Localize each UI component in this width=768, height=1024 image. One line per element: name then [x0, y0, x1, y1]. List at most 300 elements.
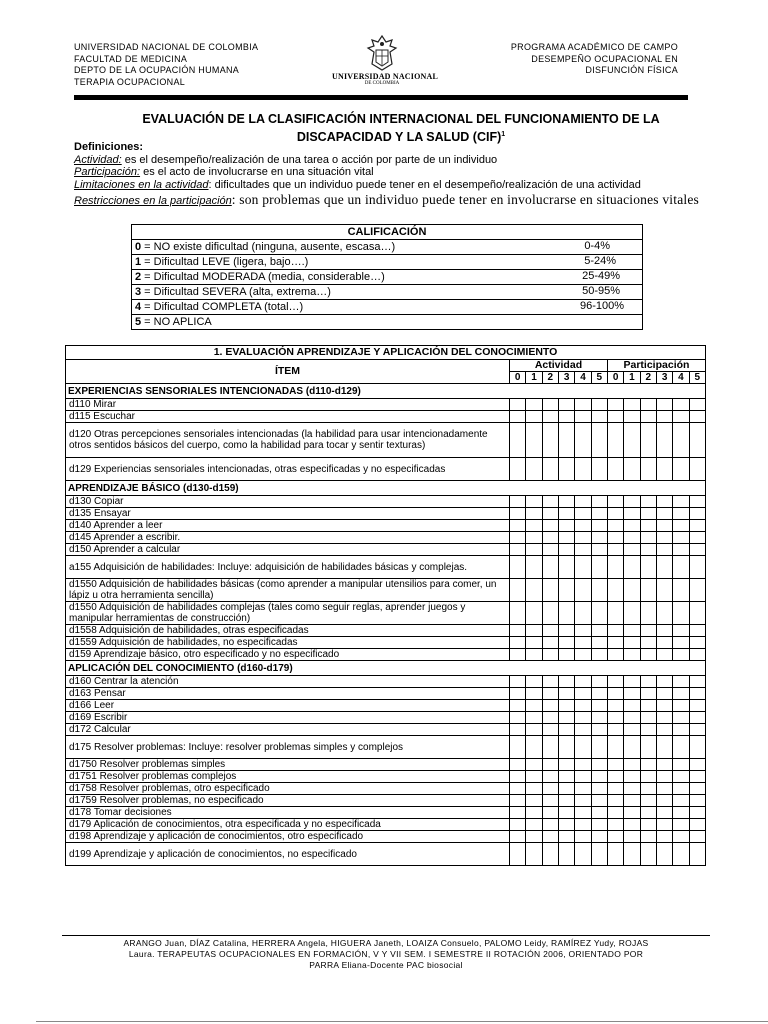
participacion-score-cell-3[interactable]: [656, 649, 672, 661]
participacion-score-cell-2[interactable]: [640, 602, 656, 625]
actividad-score-cell-0[interactable]: [510, 736, 526, 759]
actividad-score-cell-2[interactable]: [542, 556, 558, 579]
participacion-score-cell-2[interactable]: [640, 544, 656, 556]
actividad-score-cell-3[interactable]: [558, 771, 574, 783]
actividad-score-cell-3[interactable]: [558, 411, 574, 423]
actividad-score-cell-1[interactable]: [526, 843, 542, 866]
actividad-score-cell-4[interactable]: [575, 843, 591, 866]
actividad-score-cell-1[interactable]: [526, 807, 542, 819]
actividad-score-cell-4[interactable]: [575, 458, 591, 481]
participacion-score-cell-5[interactable]: [689, 649, 705, 661]
actividad-score-cell-3[interactable]: [558, 399, 574, 411]
actividad-score-cell-5[interactable]: [591, 759, 607, 771]
participacion-score-cell-3[interactable]: [656, 423, 672, 458]
participacion-score-cell-0[interactable]: [607, 423, 623, 458]
actividad-score-cell-1[interactable]: [526, 399, 542, 411]
participacion-score-cell-1[interactable]: [624, 712, 640, 724]
participacion-score-cell-5[interactable]: [689, 688, 705, 700]
actividad-score-cell-0[interactable]: [510, 520, 526, 532]
actividad-score-cell-0[interactable]: [510, 712, 526, 724]
participacion-score-cell-3[interactable]: [656, 736, 672, 759]
actividad-score-cell-4[interactable]: [575, 736, 591, 759]
participacion-score-cell-0[interactable]: [607, 831, 623, 843]
actividad-score-cell-2[interactable]: [542, 411, 558, 423]
participacion-score-cell-2[interactable]: [640, 795, 656, 807]
actividad-score-cell-5[interactable]: [591, 676, 607, 688]
actividad-score-cell-5[interactable]: [591, 556, 607, 579]
actividad-score-cell-0[interactable]: [510, 544, 526, 556]
participacion-score-cell-5[interactable]: [689, 496, 705, 508]
actividad-score-cell-4[interactable]: [575, 508, 591, 520]
actividad-score-cell-3[interactable]: [558, 783, 574, 795]
participacion-score-cell-0[interactable]: [607, 771, 623, 783]
actividad-score-cell-0[interactable]: [510, 688, 526, 700]
participacion-score-cell-0[interactable]: [607, 496, 623, 508]
actividad-score-cell-4[interactable]: [575, 688, 591, 700]
actividad-score-cell-5[interactable]: [591, 771, 607, 783]
actividad-score-cell-1[interactable]: [526, 532, 542, 544]
actividad-score-cell-3[interactable]: [558, 637, 574, 649]
participacion-score-cell-0[interactable]: [607, 556, 623, 579]
actividad-score-cell-1[interactable]: [526, 649, 542, 661]
participacion-score-cell-2[interactable]: [640, 556, 656, 579]
actividad-score-cell-2[interactable]: [542, 819, 558, 831]
participacion-score-cell-2[interactable]: [640, 783, 656, 795]
participacion-score-cell-5[interactable]: [689, 544, 705, 556]
participacion-score-cell-0[interactable]: [607, 579, 623, 602]
actividad-score-cell-3[interactable]: [558, 520, 574, 532]
participacion-score-cell-3[interactable]: [656, 795, 672, 807]
participacion-score-cell-1[interactable]: [624, 831, 640, 843]
actividad-score-cell-2[interactable]: [542, 649, 558, 661]
participacion-score-cell-4[interactable]: [673, 544, 689, 556]
participacion-score-cell-5[interactable]: [689, 532, 705, 544]
participacion-score-cell-1[interactable]: [624, 458, 640, 481]
actividad-score-cell-0[interactable]: [510, 807, 526, 819]
actividad-score-cell-4[interactable]: [575, 831, 591, 843]
participacion-score-cell-3[interactable]: [656, 602, 672, 625]
participacion-score-cell-2[interactable]: [640, 843, 656, 866]
actividad-score-cell-1[interactable]: [526, 579, 542, 602]
actividad-score-cell-4[interactable]: [575, 544, 591, 556]
participacion-score-cell-0[interactable]: [607, 532, 623, 544]
participacion-score-cell-0[interactable]: [607, 649, 623, 661]
participacion-score-cell-1[interactable]: [624, 544, 640, 556]
actividad-score-cell-5[interactable]: [591, 579, 607, 602]
participacion-score-cell-4[interactable]: [673, 520, 689, 532]
actividad-score-cell-4[interactable]: [575, 649, 591, 661]
actividad-score-cell-5[interactable]: [591, 520, 607, 532]
actividad-score-cell-2[interactable]: [542, 496, 558, 508]
actividad-score-cell-3[interactable]: [558, 544, 574, 556]
actividad-score-cell-0[interactable]: [510, 819, 526, 831]
participacion-score-cell-0[interactable]: [607, 759, 623, 771]
actividad-score-cell-5[interactable]: [591, 411, 607, 423]
actividad-score-cell-1[interactable]: [526, 423, 542, 458]
actividad-score-cell-2[interactable]: [542, 759, 558, 771]
actividad-score-cell-0[interactable]: [510, 625, 526, 637]
participacion-score-cell-0[interactable]: [607, 783, 623, 795]
participacion-score-cell-1[interactable]: [624, 625, 640, 637]
actividad-score-cell-5[interactable]: [591, 700, 607, 712]
participacion-score-cell-4[interactable]: [673, 579, 689, 602]
participacion-score-cell-2[interactable]: [640, 520, 656, 532]
participacion-score-cell-5[interactable]: [689, 843, 705, 866]
participacion-score-cell-3[interactable]: [656, 496, 672, 508]
actividad-score-cell-5[interactable]: [591, 399, 607, 411]
participacion-score-cell-4[interactable]: [673, 458, 689, 481]
actividad-score-cell-0[interactable]: [510, 724, 526, 736]
participacion-score-cell-3[interactable]: [656, 579, 672, 602]
participacion-score-cell-3[interactable]: [656, 676, 672, 688]
actividad-score-cell-4[interactable]: [575, 771, 591, 783]
actividad-score-cell-2[interactable]: [542, 771, 558, 783]
participacion-score-cell-4[interactable]: [673, 602, 689, 625]
participacion-score-cell-5[interactable]: [689, 712, 705, 724]
participacion-score-cell-2[interactable]: [640, 712, 656, 724]
actividad-score-cell-1[interactable]: [526, 496, 542, 508]
actividad-score-cell-1[interactable]: [526, 759, 542, 771]
actividad-score-cell-1[interactable]: [526, 736, 542, 759]
participacion-score-cell-3[interactable]: [656, 783, 672, 795]
participacion-score-cell-2[interactable]: [640, 831, 656, 843]
participacion-score-cell-5[interactable]: [689, 556, 705, 579]
participacion-score-cell-0[interactable]: [607, 625, 623, 637]
participacion-score-cell-2[interactable]: [640, 399, 656, 411]
participacion-score-cell-1[interactable]: [624, 724, 640, 736]
actividad-score-cell-0[interactable]: [510, 579, 526, 602]
participacion-score-cell-0[interactable]: [607, 508, 623, 520]
participacion-score-cell-4[interactable]: [673, 736, 689, 759]
participacion-score-cell-0[interactable]: [607, 688, 623, 700]
participacion-score-cell-0[interactable]: [607, 724, 623, 736]
participacion-score-cell-1[interactable]: [624, 423, 640, 458]
actividad-score-cell-2[interactable]: [542, 843, 558, 866]
participacion-score-cell-0[interactable]: [607, 602, 623, 625]
participacion-score-cell-4[interactable]: [673, 688, 689, 700]
participacion-score-cell-3[interactable]: [656, 411, 672, 423]
actividad-score-cell-5[interactable]: [591, 496, 607, 508]
actividad-score-cell-2[interactable]: [542, 688, 558, 700]
actividad-score-cell-4[interactable]: [575, 712, 591, 724]
participacion-score-cell-2[interactable]: [640, 579, 656, 602]
actividad-score-cell-3[interactable]: [558, 579, 574, 602]
actividad-score-cell-1[interactable]: [526, 724, 542, 736]
participacion-score-cell-4[interactable]: [673, 556, 689, 579]
participacion-score-cell-0[interactable]: [607, 399, 623, 411]
actividad-score-cell-3[interactable]: [558, 649, 574, 661]
actividad-score-cell-1[interactable]: [526, 700, 542, 712]
actividad-score-cell-5[interactable]: [591, 736, 607, 759]
actividad-score-cell-3[interactable]: [558, 625, 574, 637]
participacion-score-cell-2[interactable]: [640, 423, 656, 458]
actividad-score-cell-0[interactable]: [510, 676, 526, 688]
actividad-score-cell-1[interactable]: [526, 688, 542, 700]
actividad-score-cell-1[interactable]: [526, 411, 542, 423]
actividad-score-cell-1[interactable]: [526, 771, 542, 783]
participacion-score-cell-3[interactable]: [656, 712, 672, 724]
actividad-score-cell-1[interactable]: [526, 458, 542, 481]
participacion-score-cell-4[interactable]: [673, 399, 689, 411]
actividad-score-cell-3[interactable]: [558, 759, 574, 771]
actividad-score-cell-4[interactable]: [575, 795, 591, 807]
participacion-score-cell-2[interactable]: [640, 819, 656, 831]
actividad-score-cell-0[interactable]: [510, 532, 526, 544]
actividad-score-cell-3[interactable]: [558, 496, 574, 508]
actividad-score-cell-1[interactable]: [526, 819, 542, 831]
participacion-score-cell-2[interactable]: [640, 508, 656, 520]
actividad-score-cell-5[interactable]: [591, 625, 607, 637]
actividad-score-cell-5[interactable]: [591, 458, 607, 481]
actividad-score-cell-0[interactable]: [510, 831, 526, 843]
participacion-score-cell-5[interactable]: [689, 819, 705, 831]
actividad-score-cell-3[interactable]: [558, 676, 574, 688]
participacion-score-cell-1[interactable]: [624, 637, 640, 649]
participacion-score-cell-3[interactable]: [656, 819, 672, 831]
participacion-score-cell-1[interactable]: [624, 676, 640, 688]
actividad-score-cell-3[interactable]: [558, 700, 574, 712]
participacion-score-cell-3[interactable]: [656, 399, 672, 411]
actividad-score-cell-5[interactable]: [591, 795, 607, 807]
participacion-score-cell-3[interactable]: [656, 637, 672, 649]
actividad-score-cell-0[interactable]: [510, 508, 526, 520]
actividad-score-cell-0[interactable]: [510, 783, 526, 795]
actividad-score-cell-1[interactable]: [526, 602, 542, 625]
participacion-score-cell-2[interactable]: [640, 532, 656, 544]
participacion-score-cell-4[interactable]: [673, 676, 689, 688]
participacion-score-cell-4[interactable]: [673, 843, 689, 866]
participacion-score-cell-4[interactable]: [673, 724, 689, 736]
participacion-score-cell-4[interactable]: [673, 831, 689, 843]
actividad-score-cell-0[interactable]: [510, 649, 526, 661]
actividad-score-cell-4[interactable]: [575, 411, 591, 423]
actividad-score-cell-2[interactable]: [542, 712, 558, 724]
actividad-score-cell-1[interactable]: [526, 556, 542, 579]
participacion-score-cell-1[interactable]: [624, 411, 640, 423]
actividad-score-cell-3[interactable]: [558, 724, 574, 736]
actividad-score-cell-1[interactable]: [526, 544, 542, 556]
participacion-score-cell-4[interactable]: [673, 637, 689, 649]
participacion-score-cell-2[interactable]: [640, 700, 656, 712]
participacion-score-cell-5[interactable]: [689, 508, 705, 520]
actividad-score-cell-3[interactable]: [558, 458, 574, 481]
participacion-score-cell-2[interactable]: [640, 771, 656, 783]
participacion-score-cell-5[interactable]: [689, 783, 705, 795]
actividad-score-cell-0[interactable]: [510, 795, 526, 807]
participacion-score-cell-3[interactable]: [656, 532, 672, 544]
actividad-score-cell-4[interactable]: [575, 637, 591, 649]
actividad-score-cell-5[interactable]: [591, 637, 607, 649]
participacion-score-cell-0[interactable]: [607, 544, 623, 556]
actividad-score-cell-0[interactable]: [510, 602, 526, 625]
participacion-score-cell-5[interactable]: [689, 795, 705, 807]
participacion-score-cell-5[interactable]: [689, 736, 705, 759]
participacion-score-cell-2[interactable]: [640, 625, 656, 637]
participacion-score-cell-2[interactable]: [640, 458, 656, 481]
actividad-score-cell-0[interactable]: [510, 411, 526, 423]
participacion-score-cell-4[interactable]: [673, 712, 689, 724]
actividad-score-cell-4[interactable]: [575, 807, 591, 819]
actividad-score-cell-3[interactable]: [558, 508, 574, 520]
participacion-score-cell-5[interactable]: [689, 637, 705, 649]
participacion-score-cell-3[interactable]: [656, 759, 672, 771]
actividad-score-cell-5[interactable]: [591, 783, 607, 795]
participacion-score-cell-0[interactable]: [607, 411, 623, 423]
participacion-score-cell-5[interactable]: [689, 520, 705, 532]
participacion-score-cell-5[interactable]: [689, 807, 705, 819]
participacion-score-cell-3[interactable]: [656, 771, 672, 783]
participacion-score-cell-0[interactable]: [607, 712, 623, 724]
actividad-score-cell-2[interactable]: [542, 625, 558, 637]
actividad-score-cell-5[interactable]: [591, 843, 607, 866]
actividad-score-cell-1[interactable]: [526, 676, 542, 688]
actividad-score-cell-4[interactable]: [575, 496, 591, 508]
participacion-score-cell-2[interactable]: [640, 649, 656, 661]
participacion-score-cell-5[interactable]: [689, 724, 705, 736]
actividad-score-cell-4[interactable]: [575, 520, 591, 532]
actividad-score-cell-5[interactable]: [591, 423, 607, 458]
actividad-score-cell-5[interactable]: [591, 508, 607, 520]
participacion-score-cell-0[interactable]: [607, 819, 623, 831]
participacion-score-cell-2[interactable]: [640, 688, 656, 700]
participacion-score-cell-5[interactable]: [689, 625, 705, 637]
actividad-score-cell-2[interactable]: [542, 637, 558, 649]
participacion-score-cell-5[interactable]: [689, 423, 705, 458]
actividad-score-cell-2[interactable]: [542, 724, 558, 736]
actividad-score-cell-3[interactable]: [558, 712, 574, 724]
actividad-score-cell-0[interactable]: [510, 556, 526, 579]
participacion-score-cell-1[interactable]: [624, 759, 640, 771]
actividad-score-cell-0[interactable]: [510, 399, 526, 411]
participacion-score-cell-4[interactable]: [673, 532, 689, 544]
participacion-score-cell-1[interactable]: [624, 602, 640, 625]
participacion-score-cell-3[interactable]: [656, 831, 672, 843]
actividad-score-cell-2[interactable]: [542, 532, 558, 544]
actividad-score-cell-5[interactable]: [591, 819, 607, 831]
actividad-score-cell-4[interactable]: [575, 759, 591, 771]
actividad-score-cell-2[interactable]: [542, 807, 558, 819]
actividad-score-cell-1[interactable]: [526, 831, 542, 843]
actividad-score-cell-0[interactable]: [510, 771, 526, 783]
participacion-score-cell-0[interactable]: [607, 843, 623, 866]
actividad-score-cell-2[interactable]: [542, 831, 558, 843]
participacion-score-cell-3[interactable]: [656, 688, 672, 700]
actividad-score-cell-2[interactable]: [542, 700, 558, 712]
actividad-score-cell-5[interactable]: [591, 688, 607, 700]
actividad-score-cell-2[interactable]: [542, 458, 558, 481]
participacion-score-cell-2[interactable]: [640, 807, 656, 819]
actividad-score-cell-0[interactable]: [510, 759, 526, 771]
actividad-score-cell-1[interactable]: [526, 637, 542, 649]
participacion-score-cell-4[interactable]: [673, 508, 689, 520]
participacion-score-cell-2[interactable]: [640, 411, 656, 423]
actividad-score-cell-3[interactable]: [558, 556, 574, 579]
participacion-score-cell-4[interactable]: [673, 795, 689, 807]
participacion-score-cell-5[interactable]: [689, 579, 705, 602]
participacion-score-cell-1[interactable]: [624, 520, 640, 532]
participacion-score-cell-0[interactable]: [607, 795, 623, 807]
participacion-score-cell-1[interactable]: [624, 807, 640, 819]
participacion-score-cell-4[interactable]: [673, 819, 689, 831]
participacion-score-cell-5[interactable]: [689, 771, 705, 783]
participacion-score-cell-0[interactable]: [607, 520, 623, 532]
participacion-score-cell-3[interactable]: [656, 544, 672, 556]
actividad-score-cell-3[interactable]: [558, 843, 574, 866]
participacion-score-cell-0[interactable]: [607, 807, 623, 819]
participacion-score-cell-5[interactable]: [689, 411, 705, 423]
actividad-score-cell-2[interactable]: [542, 544, 558, 556]
participacion-score-cell-3[interactable]: [656, 520, 672, 532]
participacion-score-cell-4[interactable]: [673, 771, 689, 783]
participacion-score-cell-4[interactable]: [673, 411, 689, 423]
actividad-score-cell-2[interactable]: [542, 736, 558, 759]
actividad-score-cell-5[interactable]: [591, 532, 607, 544]
actividad-score-cell-5[interactable]: [591, 807, 607, 819]
actividad-score-cell-4[interactable]: [575, 700, 591, 712]
participacion-score-cell-3[interactable]: [656, 625, 672, 637]
participacion-score-cell-0[interactable]: [607, 676, 623, 688]
participacion-score-cell-1[interactable]: [624, 496, 640, 508]
participacion-score-cell-1[interactable]: [624, 399, 640, 411]
actividad-score-cell-4[interactable]: [575, 625, 591, 637]
actividad-score-cell-5[interactable]: [591, 649, 607, 661]
participacion-score-cell-3[interactable]: [656, 700, 672, 712]
actividad-score-cell-3[interactable]: [558, 831, 574, 843]
actividad-score-cell-2[interactable]: [542, 676, 558, 688]
actividad-score-cell-4[interactable]: [575, 602, 591, 625]
participacion-score-cell-4[interactable]: [673, 423, 689, 458]
participacion-score-cell-4[interactable]: [673, 759, 689, 771]
participacion-score-cell-2[interactable]: [640, 724, 656, 736]
actividad-score-cell-4[interactable]: [575, 399, 591, 411]
actividad-score-cell-5[interactable]: [591, 544, 607, 556]
participacion-score-cell-4[interactable]: [673, 807, 689, 819]
participacion-score-cell-2[interactable]: [640, 736, 656, 759]
actividad-score-cell-4[interactable]: [575, 532, 591, 544]
participacion-score-cell-1[interactable]: [624, 700, 640, 712]
actividad-score-cell-2[interactable]: [542, 795, 558, 807]
actividad-score-cell-4[interactable]: [575, 423, 591, 458]
actividad-score-cell-4[interactable]: [575, 783, 591, 795]
actividad-score-cell-5[interactable]: [591, 712, 607, 724]
participacion-score-cell-3[interactable]: [656, 807, 672, 819]
actividad-score-cell-4[interactable]: [575, 819, 591, 831]
participacion-score-cell-5[interactable]: [689, 831, 705, 843]
participacion-score-cell-5[interactable]: [689, 700, 705, 712]
actividad-score-cell-0[interactable]: [510, 458, 526, 481]
actividad-score-cell-0[interactable]: [510, 843, 526, 866]
actividad-score-cell-2[interactable]: [542, 520, 558, 532]
actividad-score-cell-2[interactable]: [542, 423, 558, 458]
participacion-score-cell-3[interactable]: [656, 556, 672, 579]
actividad-score-cell-3[interactable]: [558, 532, 574, 544]
actividad-score-cell-5[interactable]: [591, 831, 607, 843]
actividad-score-cell-2[interactable]: [542, 783, 558, 795]
participacion-score-cell-1[interactable]: [624, 819, 640, 831]
participacion-score-cell-1[interactable]: [624, 508, 640, 520]
actividad-score-cell-2[interactable]: [542, 579, 558, 602]
actividad-score-cell-1[interactable]: [526, 625, 542, 637]
participacion-score-cell-1[interactable]: [624, 688, 640, 700]
participacion-score-cell-1[interactable]: [624, 795, 640, 807]
actividad-score-cell-1[interactable]: [526, 712, 542, 724]
participacion-score-cell-1[interactable]: [624, 843, 640, 866]
participacion-score-cell-4[interactable]: [673, 496, 689, 508]
actividad-score-cell-1[interactable]: [526, 795, 542, 807]
participacion-score-cell-3[interactable]: [656, 508, 672, 520]
participacion-score-cell-3[interactable]: [656, 458, 672, 481]
participacion-score-cell-3[interactable]: [656, 843, 672, 866]
